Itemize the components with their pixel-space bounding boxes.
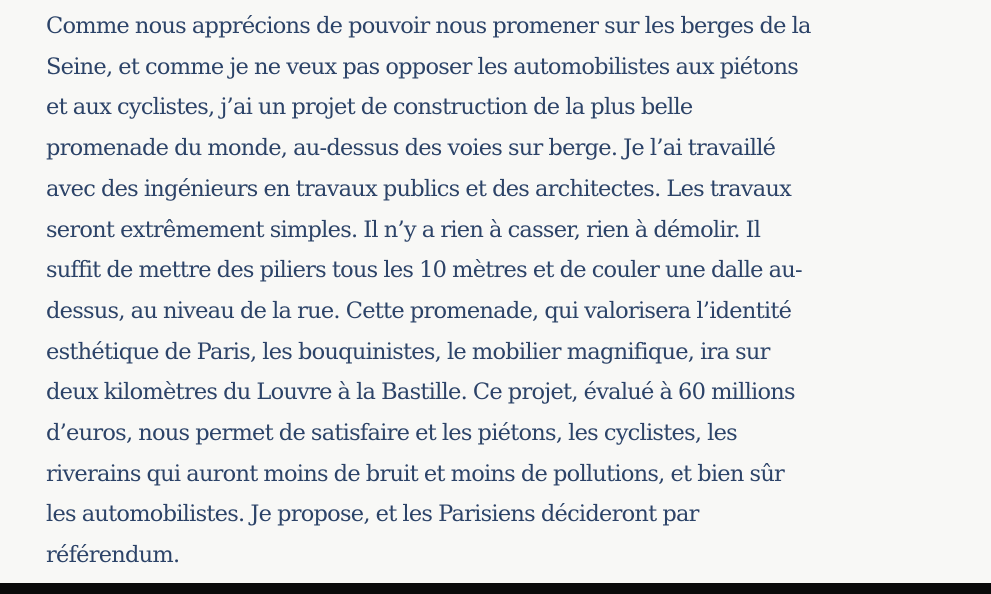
paragraph-line: avec des ingénieurs en travaux publics et des architectes. Les travaux [46, 175, 792, 202]
paragraph-line: Seine, et comme je ne veux pas opposer les automobilistes aux piétons [46, 53, 798, 80]
bottom-divider [0, 583, 991, 594]
paragraph-line: deux kilomètres du Louvre à la Bastille. Ce projet, évalué à 60 millions [46, 379, 795, 406]
paragraph-line: les automobilistes. Je propose, et les Parisiens décideront par [46, 501, 699, 528]
article-paragraph [46, 6, 986, 576]
paragraph-line: dessus, au niveau de la rue. Cette promenade, qui valorisera l’identité [46, 297, 792, 324]
paragraph-line: et aux cyclistes, j’ai un projet de construction de la plus belle [46, 94, 693, 121]
paragraph-line: promenade du monde, au-dessus des voies sur berge. Je l’ai travaillé [46, 135, 776, 162]
paragraph-line: seront extrêmement simples. Il n’y a rien à casser, rien à démolir. Il [46, 216, 761, 243]
paragraph-line: d’euros, nous permet de satisfaire et les piétons, les cyclistes, les [46, 420, 737, 447]
paragraph-line: esthétique de Paris, les bouquinistes, le mobilier magnifique, ira sur [46, 338, 770, 365]
paragraph-line: référendum. [46, 542, 180, 569]
paragraph-line: Comme nous apprécions de pouvoir nous promener sur les berges de la [46, 13, 811, 39]
paragraph-line: riverains qui auront moins de bruit et moins de pollutions, et bien sûr [46, 460, 785, 487]
paragraph-line: suffit de mettre des piliers tous les 10 mètres et de couler une dalle au- [46, 257, 802, 284]
